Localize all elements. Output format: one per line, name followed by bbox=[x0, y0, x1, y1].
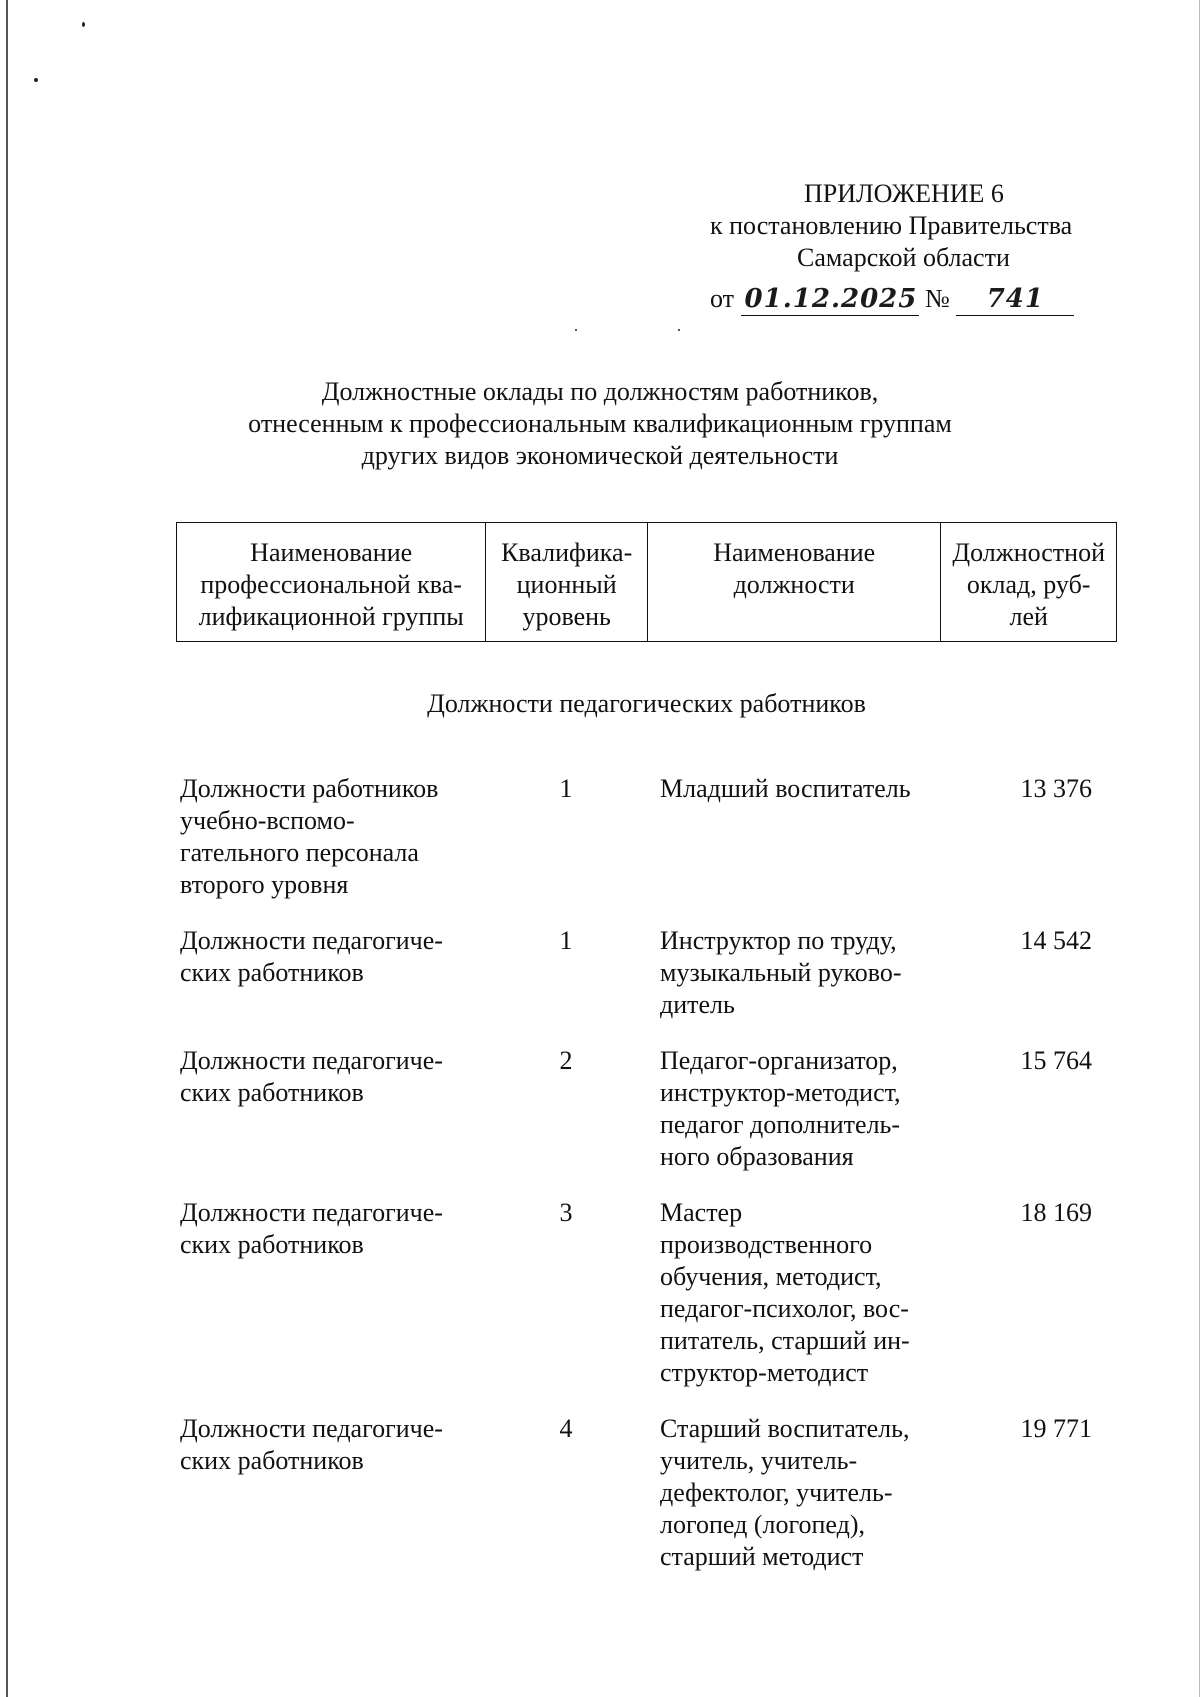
position-text: Инструктор по труду, bbox=[660, 926, 897, 955]
row-group-cell bbox=[180, 1045, 480, 1173]
position-text: педагог-психолог, вос- bbox=[660, 1294, 909, 1323]
header-cell-position bbox=[648, 523, 941, 641]
header-text: уровень bbox=[522, 602, 611, 631]
group-text: Должности педагогиче- bbox=[180, 1198, 443, 1227]
row-position-cell bbox=[652, 1413, 952, 1573]
position-text: Педагог-организатор, bbox=[660, 1046, 898, 1075]
header-cell-group bbox=[177, 523, 486, 641]
header-text: оклад, руб- bbox=[966, 570, 1091, 599]
row-salary-cell: 14 542 bbox=[1020, 926, 1092, 955]
table-row bbox=[180, 773, 1120, 901]
position-text: обучения, методист, bbox=[660, 1262, 882, 1291]
scan-speck bbox=[34, 78, 38, 82]
header-text: ционный bbox=[516, 570, 617, 599]
document-title bbox=[220, 376, 980, 472]
group-text: Должности работников bbox=[180, 774, 439, 803]
appendix-resolution-line: к постановлению Правительства bbox=[710, 211, 1073, 240]
row-group-cell bbox=[180, 1413, 480, 1573]
position-text: дефектолог, учитель- bbox=[660, 1478, 893, 1507]
row-group-cell bbox=[180, 1197, 480, 1389]
row-salary-cell: 15 764 bbox=[1020, 1046, 1092, 1075]
scan-left-edge bbox=[6, 0, 8, 1697]
handwritten-number: 741 bbox=[956, 283, 1074, 316]
position-text: логопед (логопед), bbox=[660, 1510, 865, 1539]
header-text: Наименование bbox=[250, 538, 413, 567]
table-row bbox=[180, 1197, 1120, 1389]
row-level-cell: 1 bbox=[559, 926, 573, 955]
document-title-line-3: других видов экономической деятельности bbox=[361, 441, 839, 470]
row-level-cell: 2 bbox=[559, 1046, 573, 1075]
scan-speck bbox=[575, 329, 577, 331]
position-text: инструктор-методист, bbox=[660, 1078, 901, 1107]
group-text: Должности педагогиче- bbox=[180, 1046, 443, 1075]
row-level-cell: 3 bbox=[559, 1198, 573, 1227]
row-salary-cell: 19 771 bbox=[1020, 1414, 1092, 1443]
table-row bbox=[180, 1045, 1120, 1173]
group-text: ских работников bbox=[180, 1078, 364, 1107]
header-text: должности bbox=[733, 570, 855, 599]
header-text: лификационной группы bbox=[198, 602, 464, 631]
number-sign: № bbox=[925, 284, 950, 313]
handwritten-date: 01.12.2025 bbox=[741, 283, 919, 316]
section-title: Должности педагогических работников bbox=[427, 689, 866, 718]
group-text: гательного персонала bbox=[180, 838, 419, 867]
group-text: второго уровня bbox=[180, 870, 349, 899]
position-text: ного образования bbox=[660, 1142, 854, 1171]
row-group-cell bbox=[180, 773, 480, 901]
table-row bbox=[180, 1413, 1120, 1573]
table-header bbox=[176, 522, 1117, 642]
header-text: Наименование bbox=[713, 538, 876, 567]
header-text: Должностной bbox=[952, 538, 1105, 567]
position-text: структор-методист bbox=[660, 1358, 869, 1387]
date-prefix: от bbox=[710, 284, 735, 313]
document-title-line-1: Должностные оклады по должностям работников, bbox=[321, 377, 879, 406]
row-salary-cell: 13 376 bbox=[1020, 774, 1092, 803]
position-text: учитель, учитель- bbox=[660, 1446, 858, 1475]
position-text: музыкальный руково- bbox=[660, 958, 902, 987]
group-text: ских работников bbox=[180, 1446, 364, 1475]
row-level-cell: 4 bbox=[559, 1414, 573, 1443]
position-text: Старший воспитатель, bbox=[660, 1414, 910, 1443]
position-text: дитель bbox=[660, 990, 735, 1019]
row-group-cell bbox=[180, 925, 480, 1021]
row-position-cell bbox=[652, 925, 952, 1021]
appendix-title: ПРИЛОЖЕНИЕ 6 bbox=[804, 179, 1004, 208]
scan-speck bbox=[82, 22, 85, 27]
position-text: старший методист bbox=[660, 1542, 864, 1571]
scan-speck bbox=[678, 329, 680, 331]
group-text: Должности педагогиче- bbox=[180, 926, 443, 955]
row-position-cell bbox=[652, 1197, 952, 1389]
document-title-line-2: отнесенным к профессиональным квалификационным группам bbox=[248, 409, 952, 438]
row-level-cell: 1 bbox=[559, 774, 573, 803]
row-position-cell bbox=[652, 773, 952, 901]
header-cell-level bbox=[486, 523, 648, 641]
row-position-cell bbox=[652, 1045, 952, 1173]
group-text: ских работников bbox=[180, 958, 364, 987]
row-salary-cell: 18 169 bbox=[1020, 1198, 1092, 1227]
position-text: питатель, старший ин- bbox=[660, 1326, 910, 1355]
table-body bbox=[180, 773, 1120, 1597]
appendix-region-line: Самарской области bbox=[797, 243, 1010, 272]
position-text: Младший воспитатель bbox=[660, 774, 911, 803]
table-row bbox=[180, 925, 1120, 1021]
header-text: профессиональной ква- bbox=[200, 570, 462, 599]
group-text: ских работников bbox=[180, 1230, 364, 1259]
position-text: производственного bbox=[660, 1230, 873, 1259]
group-text: учебно-вспомо- bbox=[180, 806, 355, 835]
position-text: педагог дополнитель- bbox=[660, 1110, 901, 1139]
group-text: Должности педагогиче- bbox=[180, 1414, 443, 1443]
header-cell-salary bbox=[941, 523, 1116, 641]
position-text: Мастер bbox=[660, 1198, 743, 1227]
appendix-date-line bbox=[710, 283, 1074, 316]
header-text: Квалифика- bbox=[501, 538, 633, 567]
header-text: лей bbox=[1009, 602, 1048, 631]
